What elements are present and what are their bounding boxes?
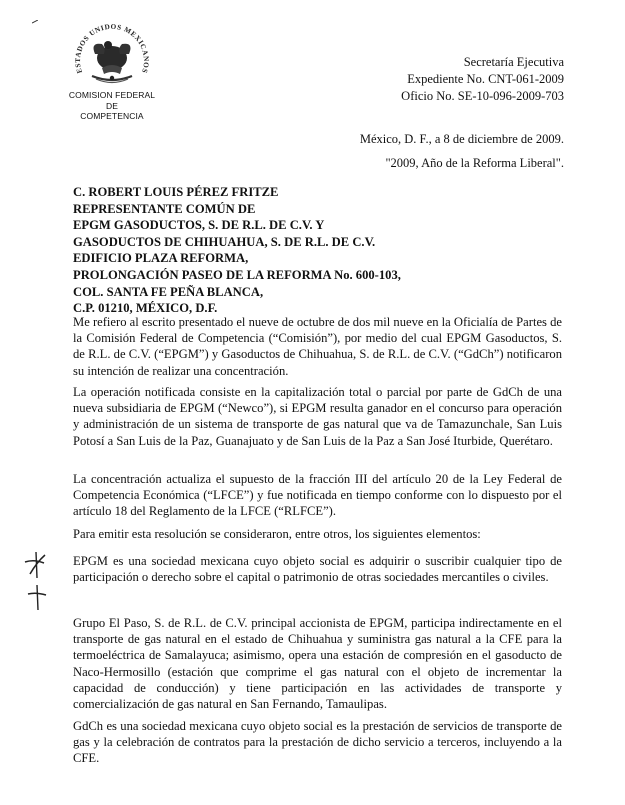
handwritten-margin-marks	[22, 550, 52, 612]
addressee-line: C.P. 01210, MÉXICO, D.F.	[73, 301, 218, 316]
letter-number: Oficio No. SE-10-096-2009-703	[401, 89, 564, 103]
paragraph-intro: Me refiero al escrito presentado el nueve de octubre de dos mil nueve en la Oficialía de Partes de la Comisión Federal de Competencia (“Comisión”), por medio del cual EPGM Gasoductos, S. de R.L. de C.V. (“EPGM”) y Gasoductos de Chihuahua, S. de R.L. de C.V. (“GdCh”) notificaron su intención de realizar una concentración.	[73, 315, 562, 378]
addressee-line: C. ROBERT LOUIS PÉREZ FRITZE	[73, 185, 279, 199]
paragraph-grupo-el-paso: Grupo El Paso, S. de R.L. de C.V. principal accionista de EPGM, participa indirectamente en el transporte de gas natural en el estado de Chihuahua y suministra gas natural a la CFE para la termoeléctrica de Samalayuca; asimismo, opera una estación de compresión en el gasoducto de Naco-Hermosillo (estación que comprime el gas natural con el objeto de incrementar la capacidad de conducción) y tiene participación en las actividades de transporte y comercialización de gas natural en San Fernando, Tamaulipas.	[73, 616, 562, 712]
paragraph-elements-intro: Para emitir esta resolución se consideraron, entre otros, los siguientes elementos:	[73, 527, 481, 541]
seal-ring-text: ESTADOS UNIDOS MEXICANOS	[73, 22, 151, 75]
paragraph-gdch: GdCh es una sociedad mexicana cuyo objeto social es la prestación de servicios de transporte de gas y la celebración de contratos para la prestación de dicho servicio a terceros, incluyendo a la CFE.	[73, 719, 562, 766]
addressee-line: EDIFICIO PLAZA REFORMA,	[73, 251, 249, 266]
addressee-line: PROLONGACIÓN PASEO DE LA REFORMA No. 600-103,	[73, 267, 401, 282]
agency-line: DE	[105, 100, 118, 111]
year-motto: "2009, Año de la Reforma Liberal".	[385, 156, 564, 170]
agency-line: COMPETENCIA	[80, 111, 144, 121]
agency-line: COMISION FEDERAL	[68, 90, 156, 100]
office-name: Secretaría Ejecutiva	[463, 55, 564, 69]
file-number: Expediente No. CNT-061-2009	[407, 72, 564, 86]
national-seal-icon	[62, 14, 162, 90]
paragraph-epgm: EPGM es una sociedad mexicana cuyo objeto social es adquirir o suscribir cualquier tipo de participación o derecho sobre el capital o patrimonio de otras sociedades mercantiles o civiles.	[73, 554, 562, 585]
corner-mark	[32, 20, 38, 24]
reference-block	[401, 54, 564, 105]
addressee-block	[73, 184, 401, 317]
paragraph-legal-basis: La concentración actualiza el supuesto de la fracción III del artículo 20 de la Ley Federal de Competencia Económica (“LFCE”) y fue notificada en tiempo conforme con lo dispuesto por el artículo 18 del Reglamento de la LFCE (“RLFCE”).	[73, 472, 562, 519]
addressee-line: EPGM GASODUCTOS, S. DE R.L. DE C.V. Y	[73, 218, 325, 233]
addressee-line: GASODUCTOS DE CHIHUAHUA, S. DE R.L. DE C.V.	[73, 234, 376, 249]
dateline: México, D. F., a 8 de diciembre de 2009.	[359, 132, 564, 146]
agency-name	[60, 90, 164, 122]
addressee-line: COL. SANTA FE PEÑA BLANCA,	[73, 284, 264, 299]
paragraph-operation: La operación notificada consiste en la capitalización total o parcial por parte de GdCh de una nueva subsidiaria de EPGM (“Newco”), si EPGM resulta ganador en el concurso para operación y administración de un sistema de transporte de gas natural que va de Tamazunchale, San Luis Potosí a San Luis de la Paz, Guanajuato y de San Luis de la Paz a San José Iturbide, Querétaro.	[73, 385, 562, 448]
addressee-line: REPRESENTANTE COMÚN DE	[73, 201, 256, 216]
